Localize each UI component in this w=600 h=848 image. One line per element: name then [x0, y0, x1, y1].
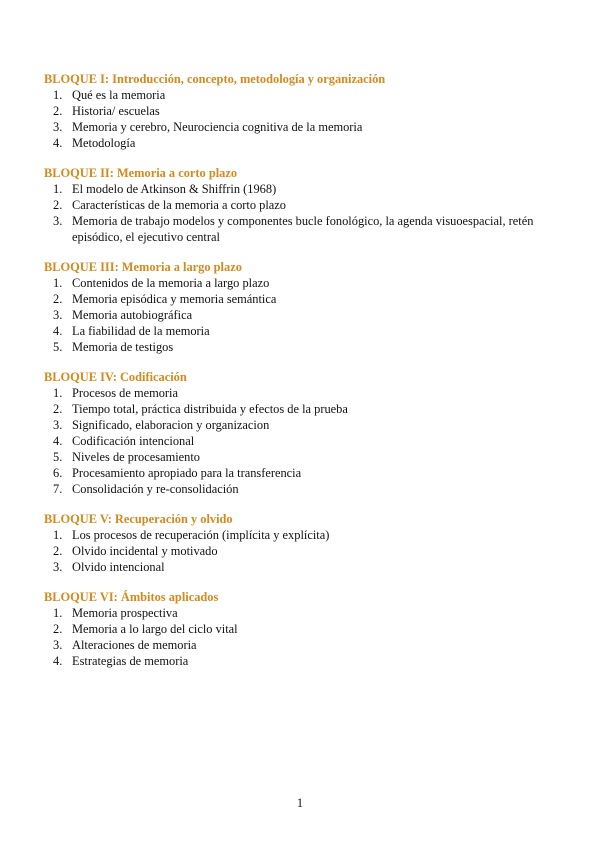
list-item-number: 7.: [53, 482, 63, 496]
list-item: [44, 481, 564, 497]
block-section: [44, 589, 564, 669]
list-item-number: 1.: [53, 276, 63, 290]
list-item-text: Memoria episódica y memoria semántica: [72, 292, 277, 306]
list-item-text: Niveles de procesamiento: [72, 450, 200, 464]
list-item-text: Consolidación y re-consolidación: [72, 482, 239, 496]
list-item: [44, 197, 564, 213]
block-section: [44, 369, 564, 497]
block-list: [44, 275, 564, 355]
list-item: [44, 559, 564, 575]
list-item: [44, 103, 564, 119]
list-item-text: Procesos de memoria: [72, 386, 178, 400]
list-item: [44, 527, 564, 543]
list-item: [44, 213, 564, 245]
list-item: [44, 605, 564, 621]
list-item-number: 1.: [53, 182, 63, 196]
list-item-text: Alteraciones de memoria: [72, 638, 197, 652]
list-item-number: 2.: [53, 292, 63, 306]
block-list: [44, 605, 564, 669]
block-list: [44, 181, 564, 245]
list-item-text: Procesamiento apropiado para la transferencia: [72, 466, 302, 480]
list-item: [44, 401, 564, 417]
list-item: [44, 339, 564, 355]
list-item-number: 3.: [53, 560, 63, 574]
list-item-number: 2.: [53, 402, 63, 416]
list-item-text: Qué es la memoria: [72, 88, 166, 102]
list-item-number: 3.: [53, 638, 63, 652]
list-item-text: La fiabilidad de la memoria: [72, 324, 210, 338]
list-item: [44, 433, 564, 449]
block-heading: BLOQUE II: Memoria a corto plazo: [44, 166, 238, 180]
list-item-number: 6.: [53, 466, 63, 480]
list-item-number: 5.: [53, 450, 63, 464]
block-section: [44, 165, 564, 245]
list-item-text: El modelo de Atkinson & Shiffrin (1968): [72, 182, 277, 196]
list-item-text: Olvido intencional: [72, 560, 165, 574]
list-item: [44, 385, 564, 401]
page-number: 1: [296, 796, 304, 810]
list-item: [44, 465, 564, 481]
list-item: [44, 275, 564, 291]
list-item-text: Memoria de testigos: [72, 340, 174, 354]
list-item: [44, 417, 564, 433]
list-item-number: 2.: [53, 104, 63, 118]
list-item: [44, 181, 564, 197]
block-heading: BLOQUE VI: Ámbitos aplicados: [44, 590, 219, 604]
list-item-text: Memoria y cerebro, Neurociencia cognitiva de la memoria: [72, 120, 363, 134]
list-item-text: Codificación intencional: [72, 434, 195, 448]
list-item-text: Historia/ escuelas: [72, 104, 160, 118]
block-section: [44, 511, 564, 575]
list-item-number: 5.: [53, 340, 63, 354]
list-item: [44, 135, 564, 151]
list-item: [44, 449, 564, 465]
block-section: [44, 71, 564, 151]
block-heading: BLOQUE III: Memoria a largo plazo: [44, 260, 242, 274]
block-list: [44, 527, 564, 575]
list-item: [44, 637, 564, 653]
list-item: [44, 323, 564, 339]
list-item-number: 1.: [53, 606, 63, 620]
list-item-text: Tiempo total, práctica distribuida y efectos de la prueba: [72, 402, 348, 416]
list-item-number: 2.: [53, 544, 63, 558]
list-item-text: Significado, elaboracion y organizacion: [72, 418, 270, 432]
list-item-number: 1.: [53, 528, 63, 542]
list-item-text: Estrategias de memoria: [72, 654, 189, 668]
list-item-text: Memoria de trabajo modelos y componentes bucle fonológico, la agenda visuoespacial, retén episódico, el ejecutivo central: [72, 214, 534, 244]
list-item: [44, 119, 564, 135]
list-item-text: Memoria prospectiva: [72, 606, 178, 620]
list-item-text: Metodología: [72, 136, 136, 150]
list-item-number: 4.: [53, 654, 63, 668]
list-item-number: 4.: [53, 324, 63, 338]
block-heading: BLOQUE I: Introducción, concepto, metodología y organización: [44, 72, 386, 86]
list-item-number: 3.: [53, 418, 63, 432]
block-heading: BLOQUE IV: Codificación: [44, 370, 187, 384]
block-list: [44, 87, 564, 151]
list-item-text: Olvido incidental y motivado: [72, 544, 218, 558]
document-content: [44, 71, 564, 683]
list-item-number: 4.: [53, 434, 63, 448]
list-item-number: 3.: [53, 214, 63, 228]
list-item: [44, 621, 564, 637]
list-item-number: 1.: [53, 88, 63, 102]
list-item: [44, 291, 564, 307]
list-item-number: 2.: [53, 622, 63, 636]
list-item-text: Memoria autobiográfica: [72, 308, 193, 322]
list-item-number: 3.: [53, 308, 63, 322]
block-list: [44, 385, 564, 497]
list-item-text: Características de la memoria a corto plazo: [72, 198, 286, 212]
list-item: [44, 653, 564, 669]
list-item-number: 4.: [53, 136, 63, 150]
block-heading: BLOQUE V: Recuperación y olvido: [44, 512, 233, 526]
list-item-number: 1.: [53, 386, 63, 400]
list-item-text: Memoria a lo largo del ciclo vital: [72, 622, 238, 636]
list-item-text: Contenidos de la memoria a largo plazo: [72, 276, 270, 290]
list-item: [44, 307, 564, 323]
list-item: [44, 87, 564, 103]
block-section: [44, 259, 564, 355]
list-item-number: 2.: [53, 198, 63, 212]
list-item-number: 3.: [53, 120, 63, 134]
list-item-text: Los procesos de recuperación (implícita y explícita): [72, 528, 330, 542]
list-item: [44, 543, 564, 559]
